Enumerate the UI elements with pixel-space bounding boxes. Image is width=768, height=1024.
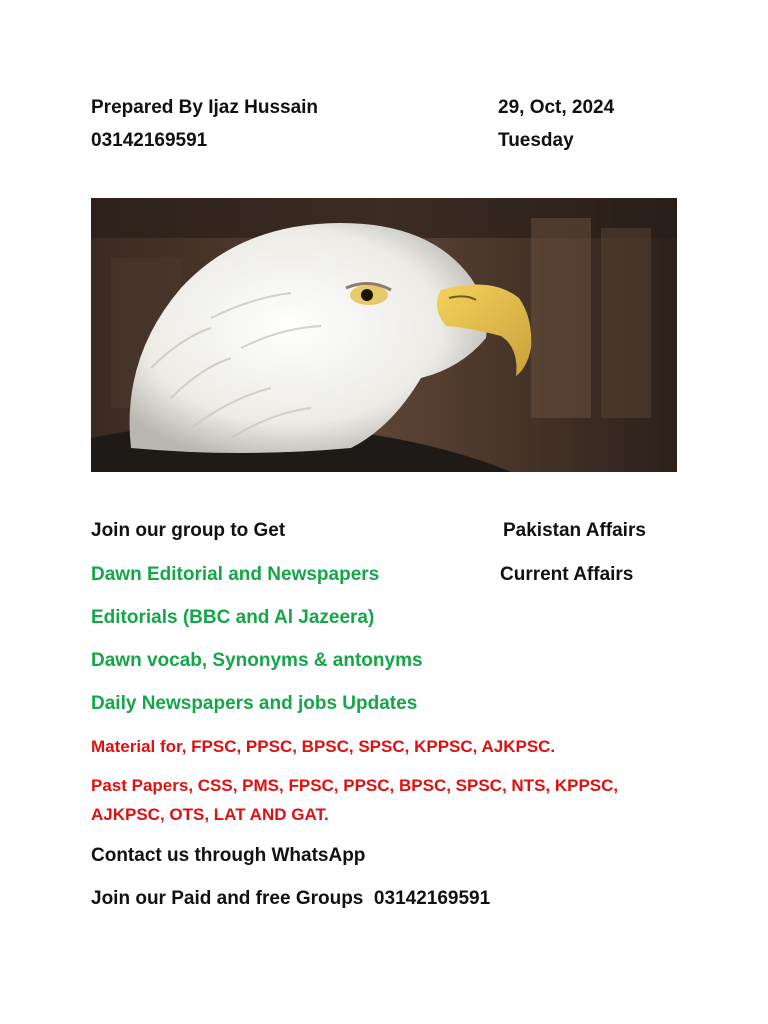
material-line: Material for, FPSC, PPSC, BPSC, SPSC, KPPSC, AJKPSC. (91, 737, 556, 756)
dawn-editorial: Dawn Editorial and Newspapers (91, 564, 380, 585)
contact-whatsapp: Contact us through WhatsApp (91, 845, 366, 866)
daily-newspapers-line: Daily Newspapers and jobs Updates (91, 693, 418, 714)
current-affairs: Current Affairs (500, 564, 634, 585)
header-day: Tuesday (498, 130, 574, 151)
prepared-by: Prepared By Ijaz Hussain (91, 97, 319, 118)
pakistan-affairs: Pakistan Affairs (503, 520, 646, 541)
join-group-text: Join our group to Get (91, 520, 286, 541)
eagle-photo (91, 198, 677, 472)
editorials-line: Editorials (BBC and Al Jazeera) (91, 607, 375, 628)
header-date: 29, Oct, 2024 (498, 97, 615, 118)
header-phone: 03142169591 (91, 130, 208, 151)
past-papers-line-1: Past Papers, CSS, PMS, FPSC, PPSC, BPSC, SPSC, NTS, KPPSC, (91, 776, 619, 795)
past-papers-line-2: AJKPSC, OTS, LAT AND GAT. (91, 805, 329, 824)
dawn-vocab-line: Dawn vocab, Synonyms & antonyms (91, 650, 423, 671)
join-paid-groups: Join our Paid and free Groups 03142169591 (91, 888, 491, 909)
